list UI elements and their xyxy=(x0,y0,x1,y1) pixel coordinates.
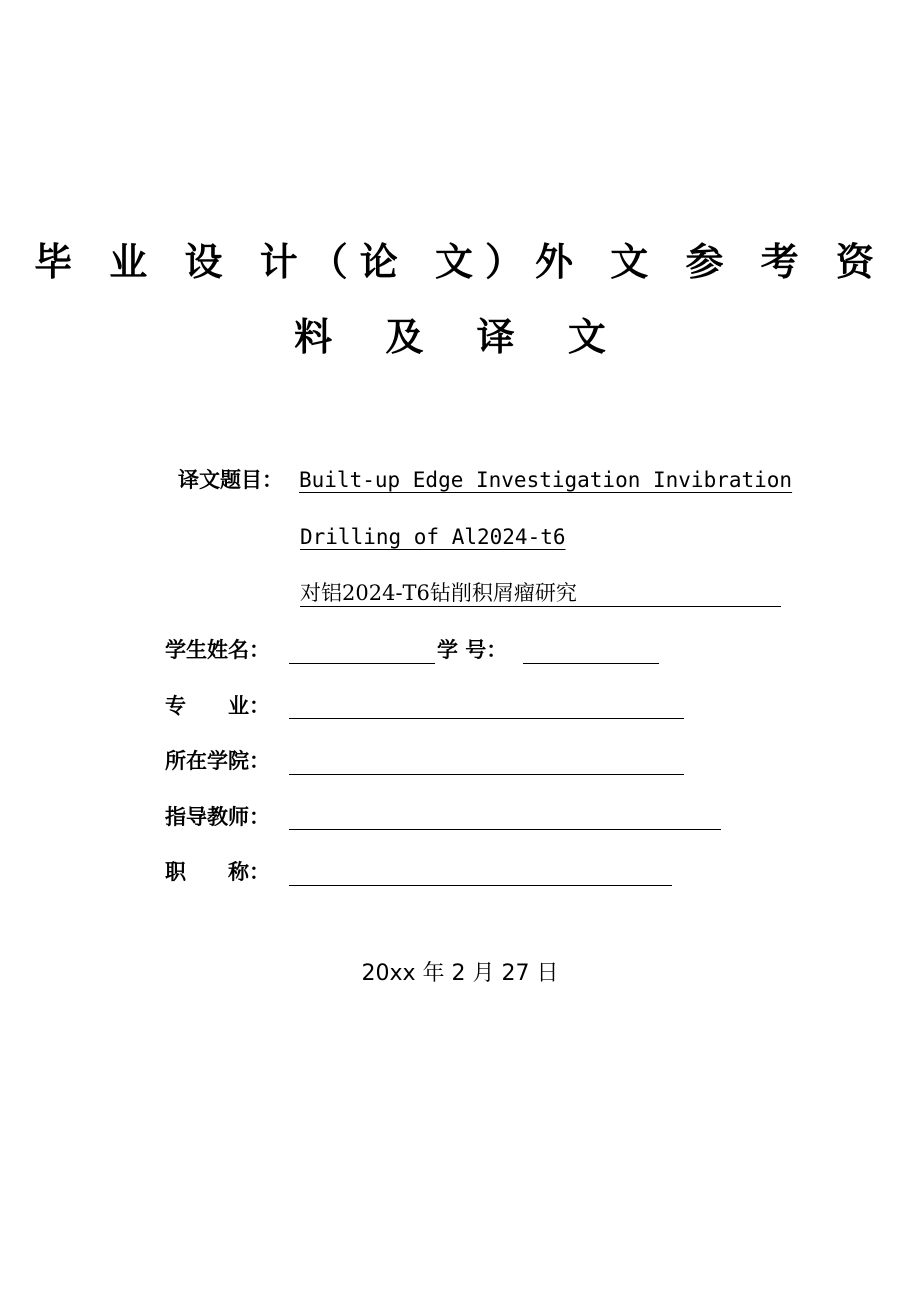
student-name-field[interactable] xyxy=(289,637,435,664)
translation-title-label: 译文题目： xyxy=(178,468,283,492)
advisor-field[interactable] xyxy=(289,803,721,830)
document-title-line1: 毕 业 设 计（论 文）外 文 参 考 资 xyxy=(34,240,886,284)
document-title-line2: 料 及 译 文 xyxy=(294,315,626,359)
student-name-label: 学生姓名： xyxy=(165,638,270,662)
translation-title-cn: 对铝2024-T6钻削积屑瘤研究 xyxy=(300,581,577,605)
translation-title-en-line2: Drilling of Al2024-t6 xyxy=(300,525,566,549)
college-label: 所在学院： xyxy=(165,749,270,773)
job-title-label: 职 称： xyxy=(165,860,270,884)
translation-title-en-line1: Built-up Edge Investigation Invibration xyxy=(299,468,793,492)
major-field[interactable] xyxy=(289,692,684,719)
student-id-label: 学 号： xyxy=(437,638,508,662)
translation-title-cn-underline xyxy=(300,580,781,607)
advisor-label: 指导教师： xyxy=(165,805,270,829)
student-id-field[interactable] xyxy=(523,637,659,664)
college-field[interactable] xyxy=(289,748,684,775)
major-label: 专 业： xyxy=(165,694,270,718)
job-title-field[interactable] xyxy=(289,859,672,886)
document-date: 20xx 年 2 月 27 日 xyxy=(361,961,559,986)
